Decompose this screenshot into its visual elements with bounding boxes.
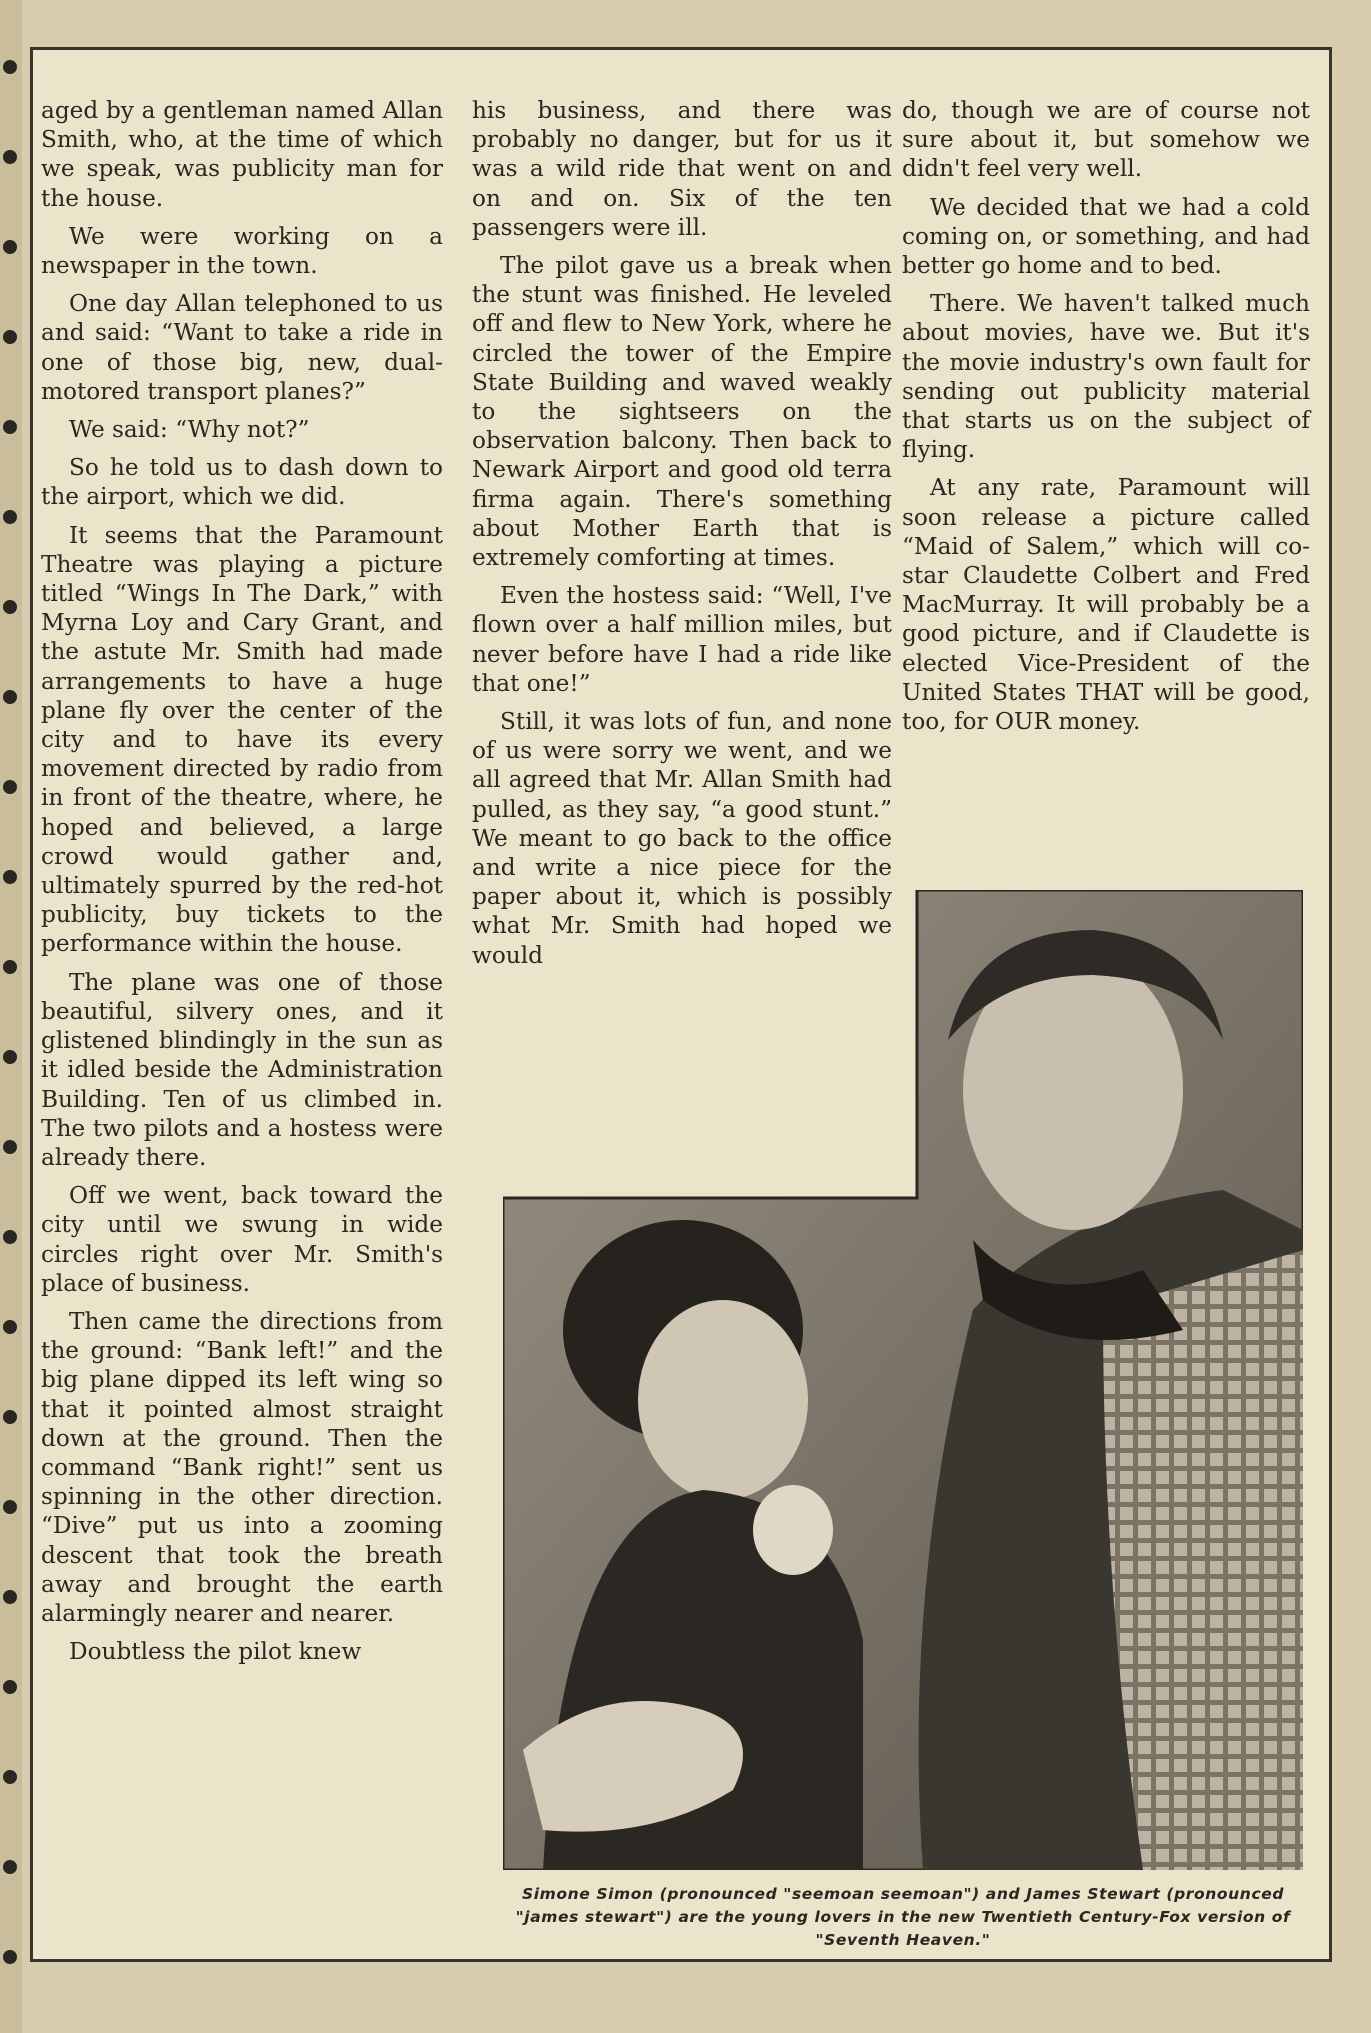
binder-hole (3, 1410, 17, 1424)
binder-hole (3, 1950, 17, 1964)
paragraph: Doubtless the pilot knew (69, 1638, 362, 1666)
paragraph: There. We haven't talked much about movies, have we. But it's the movie industry's own fault for sending out publicity material that starts us on the subject of flying. (902, 290, 1310, 464)
binder-hole (3, 870, 17, 884)
article-column-2 (472, 96, 892, 979)
binder-hole (3, 1500, 17, 1514)
binder-hole (3, 1860, 17, 1874)
binder-hole (3, 60, 17, 74)
paragraph: Even the hostess said: “Well, I've flown over a half million miles, but never before have I had a ride like that one!” (472, 582, 892, 697)
binder-hole (3, 690, 17, 704)
binder-hole (3, 960, 17, 974)
paragraph: his business, and there was probably no danger, but for us it was a wild ride that went on and on and on. Six of the ten passengers were ill. (472, 97, 892, 241)
paragraph: We decided that we had a cold coming on, or something, and had better go home and to bed. (902, 193, 1310, 280)
paragraph: We were working on a newspaper in the town. (41, 222, 443, 280)
binder-hole (3, 780, 17, 794)
paragraph: Then came the directions from the ground: “Bank left!” and the big plane dipped its left wing so that it pointed almost straight down at the ground. Then the command “Bank right!” sent us spinning in the other direction. “Dive” put us into a zooming descent that took the breath away and brought the earth alarmingly nearer and nearer. (41, 1307, 443, 1627)
binder-hole (3, 510, 17, 524)
binder-hole (3, 420, 17, 434)
paragraph: Off we went, back toward the city until we swung in wide circles right over Mr. Smith's place of business. (41, 1182, 443, 1297)
binder-hole (3, 1320, 17, 1334)
binder-hole (3, 1680, 17, 1694)
binder-hole (3, 1140, 17, 1154)
binder-hole (3, 600, 17, 614)
binder-hole (3, 1770, 17, 1784)
paragraph: do, though we are of course not sure about it, but somehow we didn't feel very well. (902, 97, 1310, 183)
binder-hole (3, 240, 17, 254)
paragraph: Still, it was lots of fun, and none of us were sorry we went, and we all agreed that Mr. Allan Smith had pulled, as they say, “a good stunt.” We meant to go back to the office and write a nice piece for the paper about it, which is possibly what Mr. Smith had hoped we would (472, 708, 892, 969)
article-column-3 (902, 96, 1310, 745)
paragraph: So he told us to dash down to the airport, which we did. (41, 454, 443, 511)
paragraph: The pilot gave us a break when the stunt was finished. He leveled off and flew to New York, where he circled the tower of the Empire State Building and waved weakly to the sightseers on the observation balcony. Then back to Newark Airport and good old terra firma again. There's something about Mother Earth that is extremely comforting at times. (472, 252, 892, 572)
binder-hole (3, 150, 17, 164)
article-column-1 (41, 96, 443, 1675)
paragraph: We said: “Why not?” (69, 416, 310, 444)
binder-hole (3, 1050, 17, 1064)
binder-strip (0, 0, 22, 2033)
paragraph: It seems that the Paramount Theatre was playing a picture titled “Wings In The Dark,” with Myrna Loy and Cary Grant, and the astute Mr. Smith had made arrangements to have a huge plane fly over the center of the city and to have its every movement directed by radio from in front of the theatre, where, he hoped and believed, a large crowd would gather and, ultimately spurred by the red-hot publicity, buy tickets to the performance within the house. (41, 521, 443, 958)
paragraph: aged by a gentleman named Allan Smith, who, at the time of which we speak, was publicity man for the house. (41, 97, 443, 212)
paragraph: At any rate, Paramount will soon release a picture called “Maid of Salem,” which will co-star Claudette Colbert and Fred MacMurray. It will probably be a good picture, and if Claudette is elected Vice-President of the United States THAT will be good, too, for OUR money. (902, 474, 1310, 736)
binder-hole (3, 1590, 17, 1604)
paragraph: One day Allan telephoned to us and said: “Want to take a ride in one of those big, new, dual-motored transport planes?” (41, 290, 443, 405)
photo-caption: Simone Simon (pronounced "seemoan seemoan") and James Stewart (pronounced "james stewart") are the young lovers in the new Twentieth Century-Fox version of "Seventh Heaven." (515, 1885, 1291, 1949)
magazine-page (30, 47, 1332, 1962)
paragraph: The plane was one of those beautiful, silvery ones, and it glistened blindingly in the sun as it idled beside the Administration Building. Ten of us climbed in. The two pilots and a hostess were already there. (41, 968, 443, 1171)
binder-hole (3, 1230, 17, 1244)
binder-hole (3, 330, 17, 344)
movie-still-photo (503, 890, 1303, 1870)
